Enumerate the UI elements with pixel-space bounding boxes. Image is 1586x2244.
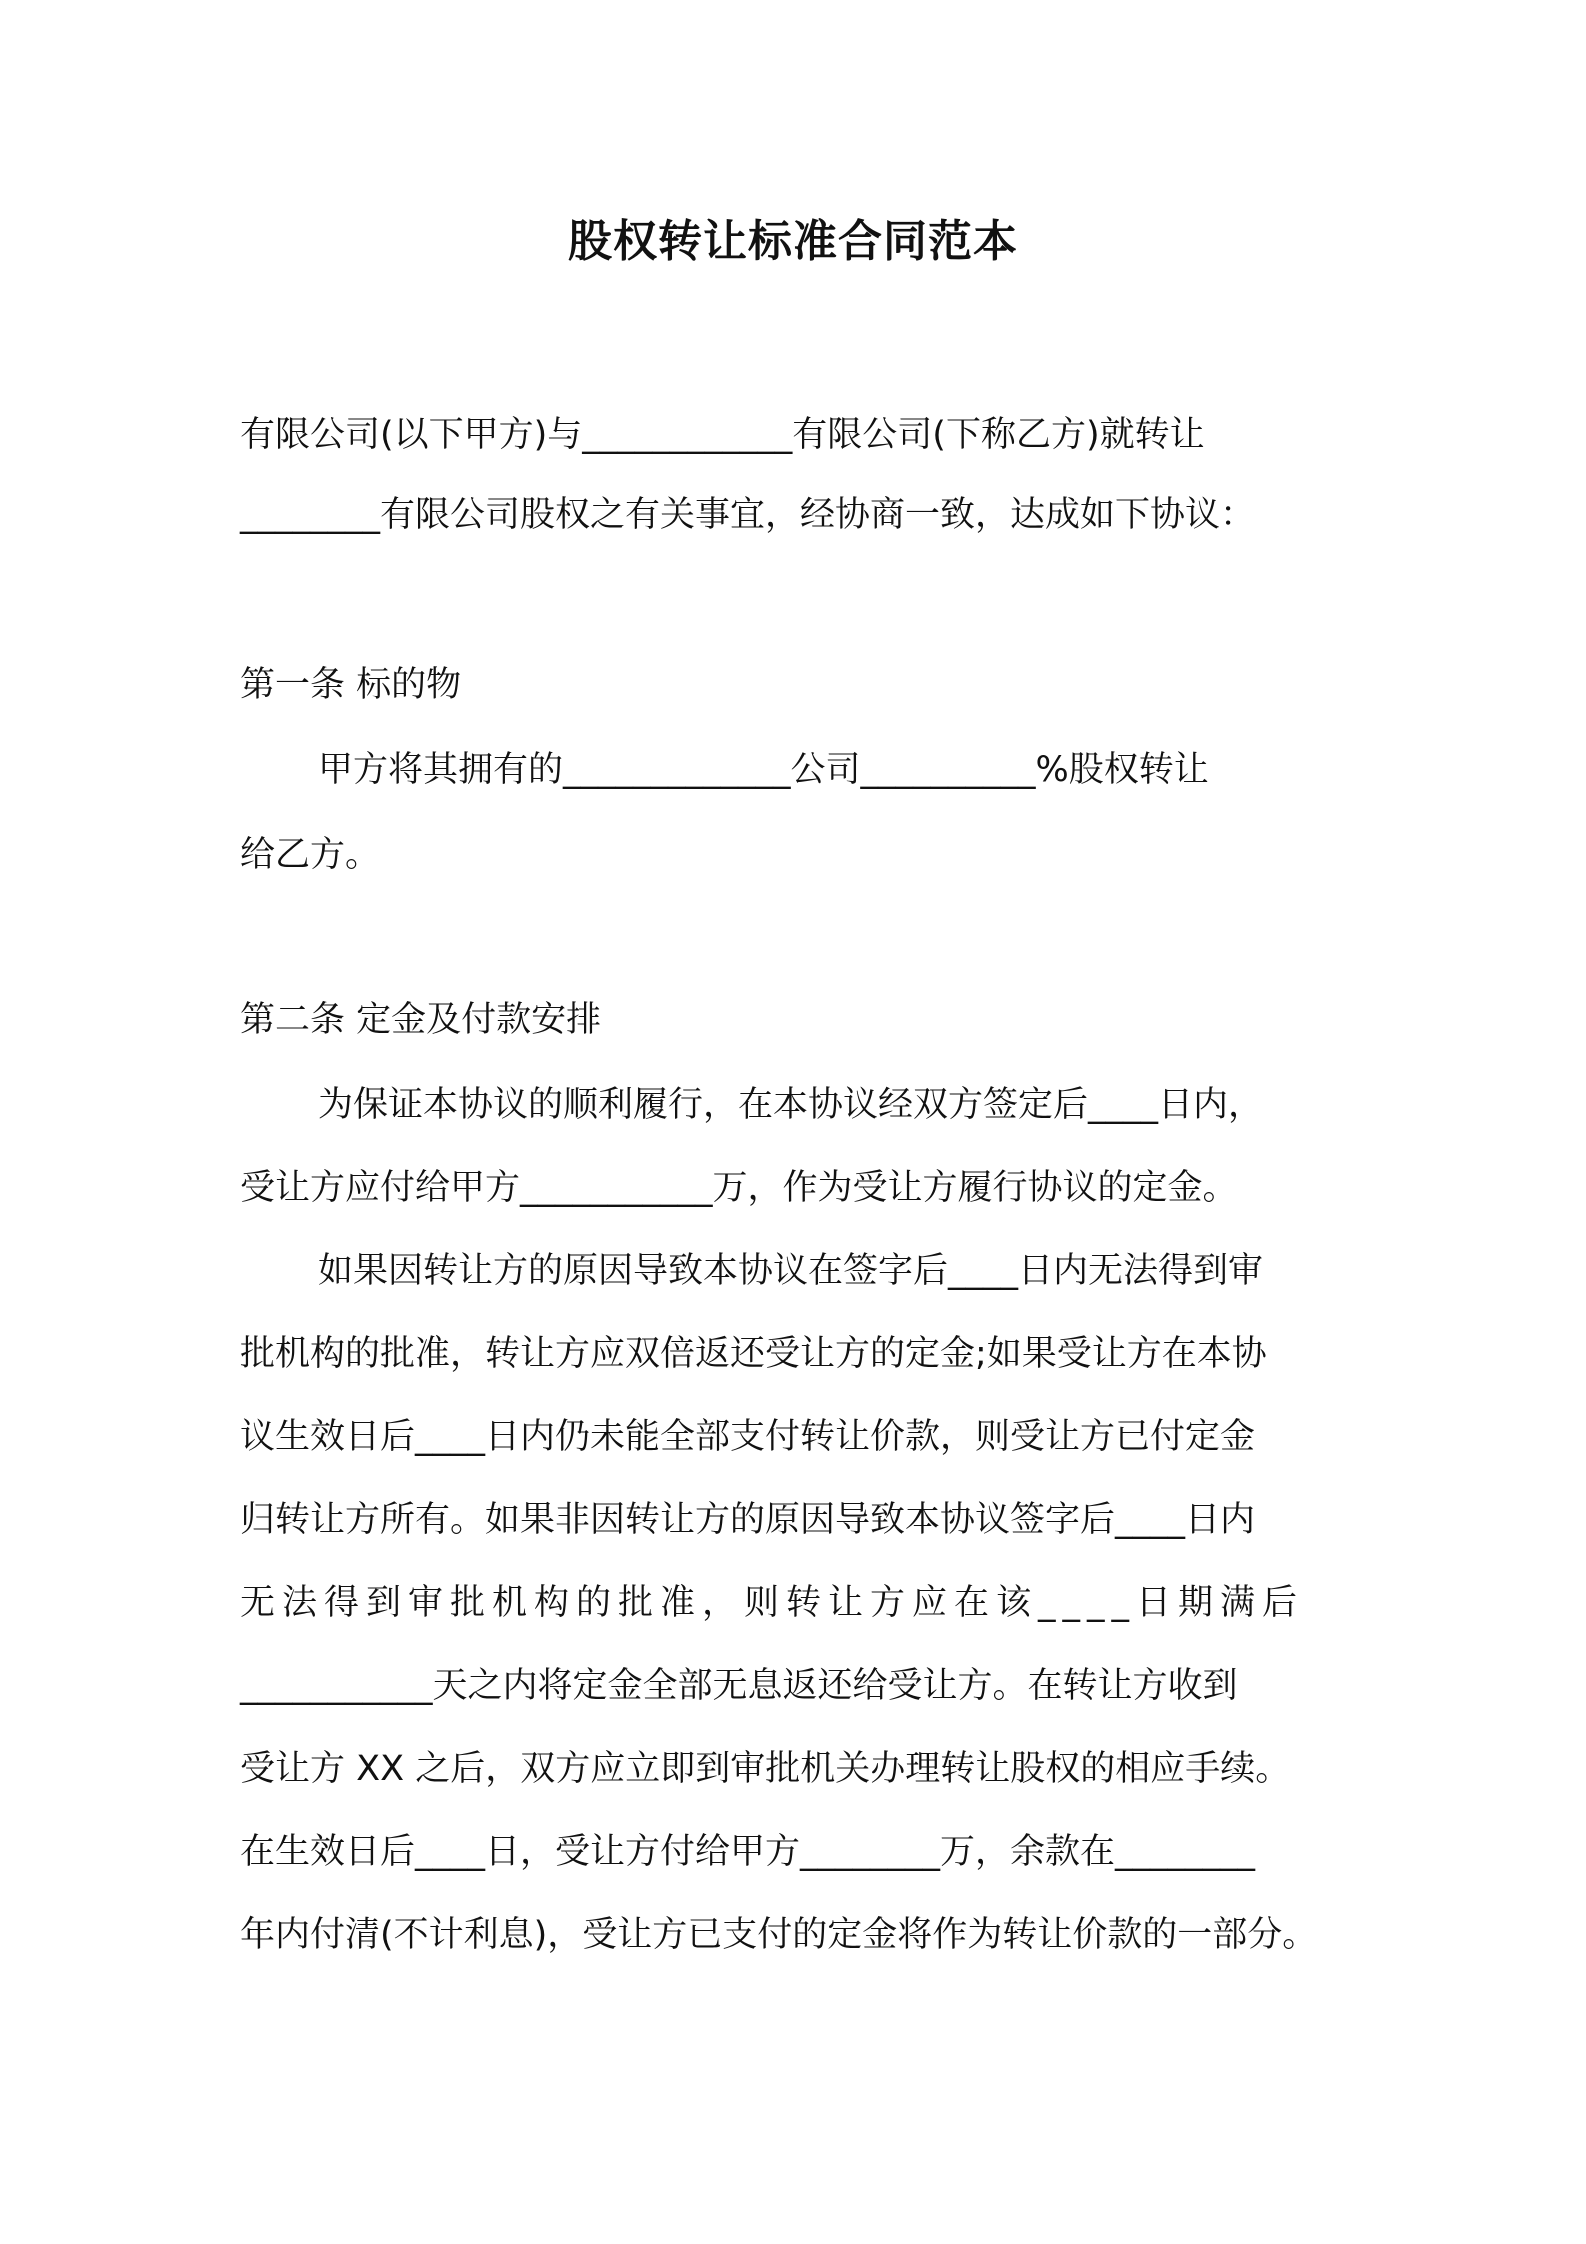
intro-line-2: ________有限公司股权之有关事宜，经协商一致，达成如下协议： xyxy=(240,495,1256,535)
article-1-line-2: 给乙方。 xyxy=(240,835,381,875)
article-2-line-1: 为保证本协议的顺利履行，在本协议经双方签定后____日内， xyxy=(318,1085,1264,1125)
article-1-line-1: 甲方将其拥有的_____________公司__________%股权转让 xyxy=(318,750,1209,790)
article-2-line-9: 受让方 XX 之后，双方应立即到审批机关办理转让股权的相应手续。 xyxy=(240,1749,1291,1789)
article-2-line-2: 受让方应付给甲方___________万，作为受让方履行协议的定金。 xyxy=(240,1168,1238,1208)
article-2-line-11: 年内付清(不计利息)，受让方已支付的定金将作为转让价款的一部分。 xyxy=(240,1915,1318,1955)
article-2-line-7: 无法得到审批机构的批准，则转让方应在该____日期满后 xyxy=(240,1583,1305,1623)
article-2-line-4: 批机构的批准，转让方应双倍返还受让方的定金;如果受让方在本协 xyxy=(240,1334,1267,1374)
article-2-line-10: 在生效日后____日，受让方付给甲方________万，余款在________ xyxy=(240,1832,1256,1872)
intro-line-1: 有限公司(以下甲方)与____________有限公司(下称乙方)就转让 xyxy=(240,415,1205,455)
article-2-line-6: 归转让方所有。如果非因转让方的原因导致本协议签字后____日内 xyxy=(240,1500,1256,1540)
article-2-line-5: 议生效日后____日内仍未能全部支付转让价款，则受让方已付定金 xyxy=(240,1417,1256,1457)
article-1-heading: 第一条 标的物 xyxy=(240,665,462,705)
article-2-line-8: ___________天之内将定金全部无息返还给受让方。在转让方收到 xyxy=(240,1666,1238,1706)
article-2-heading: 第二条 定金及付款安排 xyxy=(240,1000,602,1040)
document-title: 股权转让标准合同范本 xyxy=(568,216,1018,267)
article-2-line-3: 如果因转让方的原因导致本协议在签字后____日内无法得到审 xyxy=(318,1251,1264,1291)
